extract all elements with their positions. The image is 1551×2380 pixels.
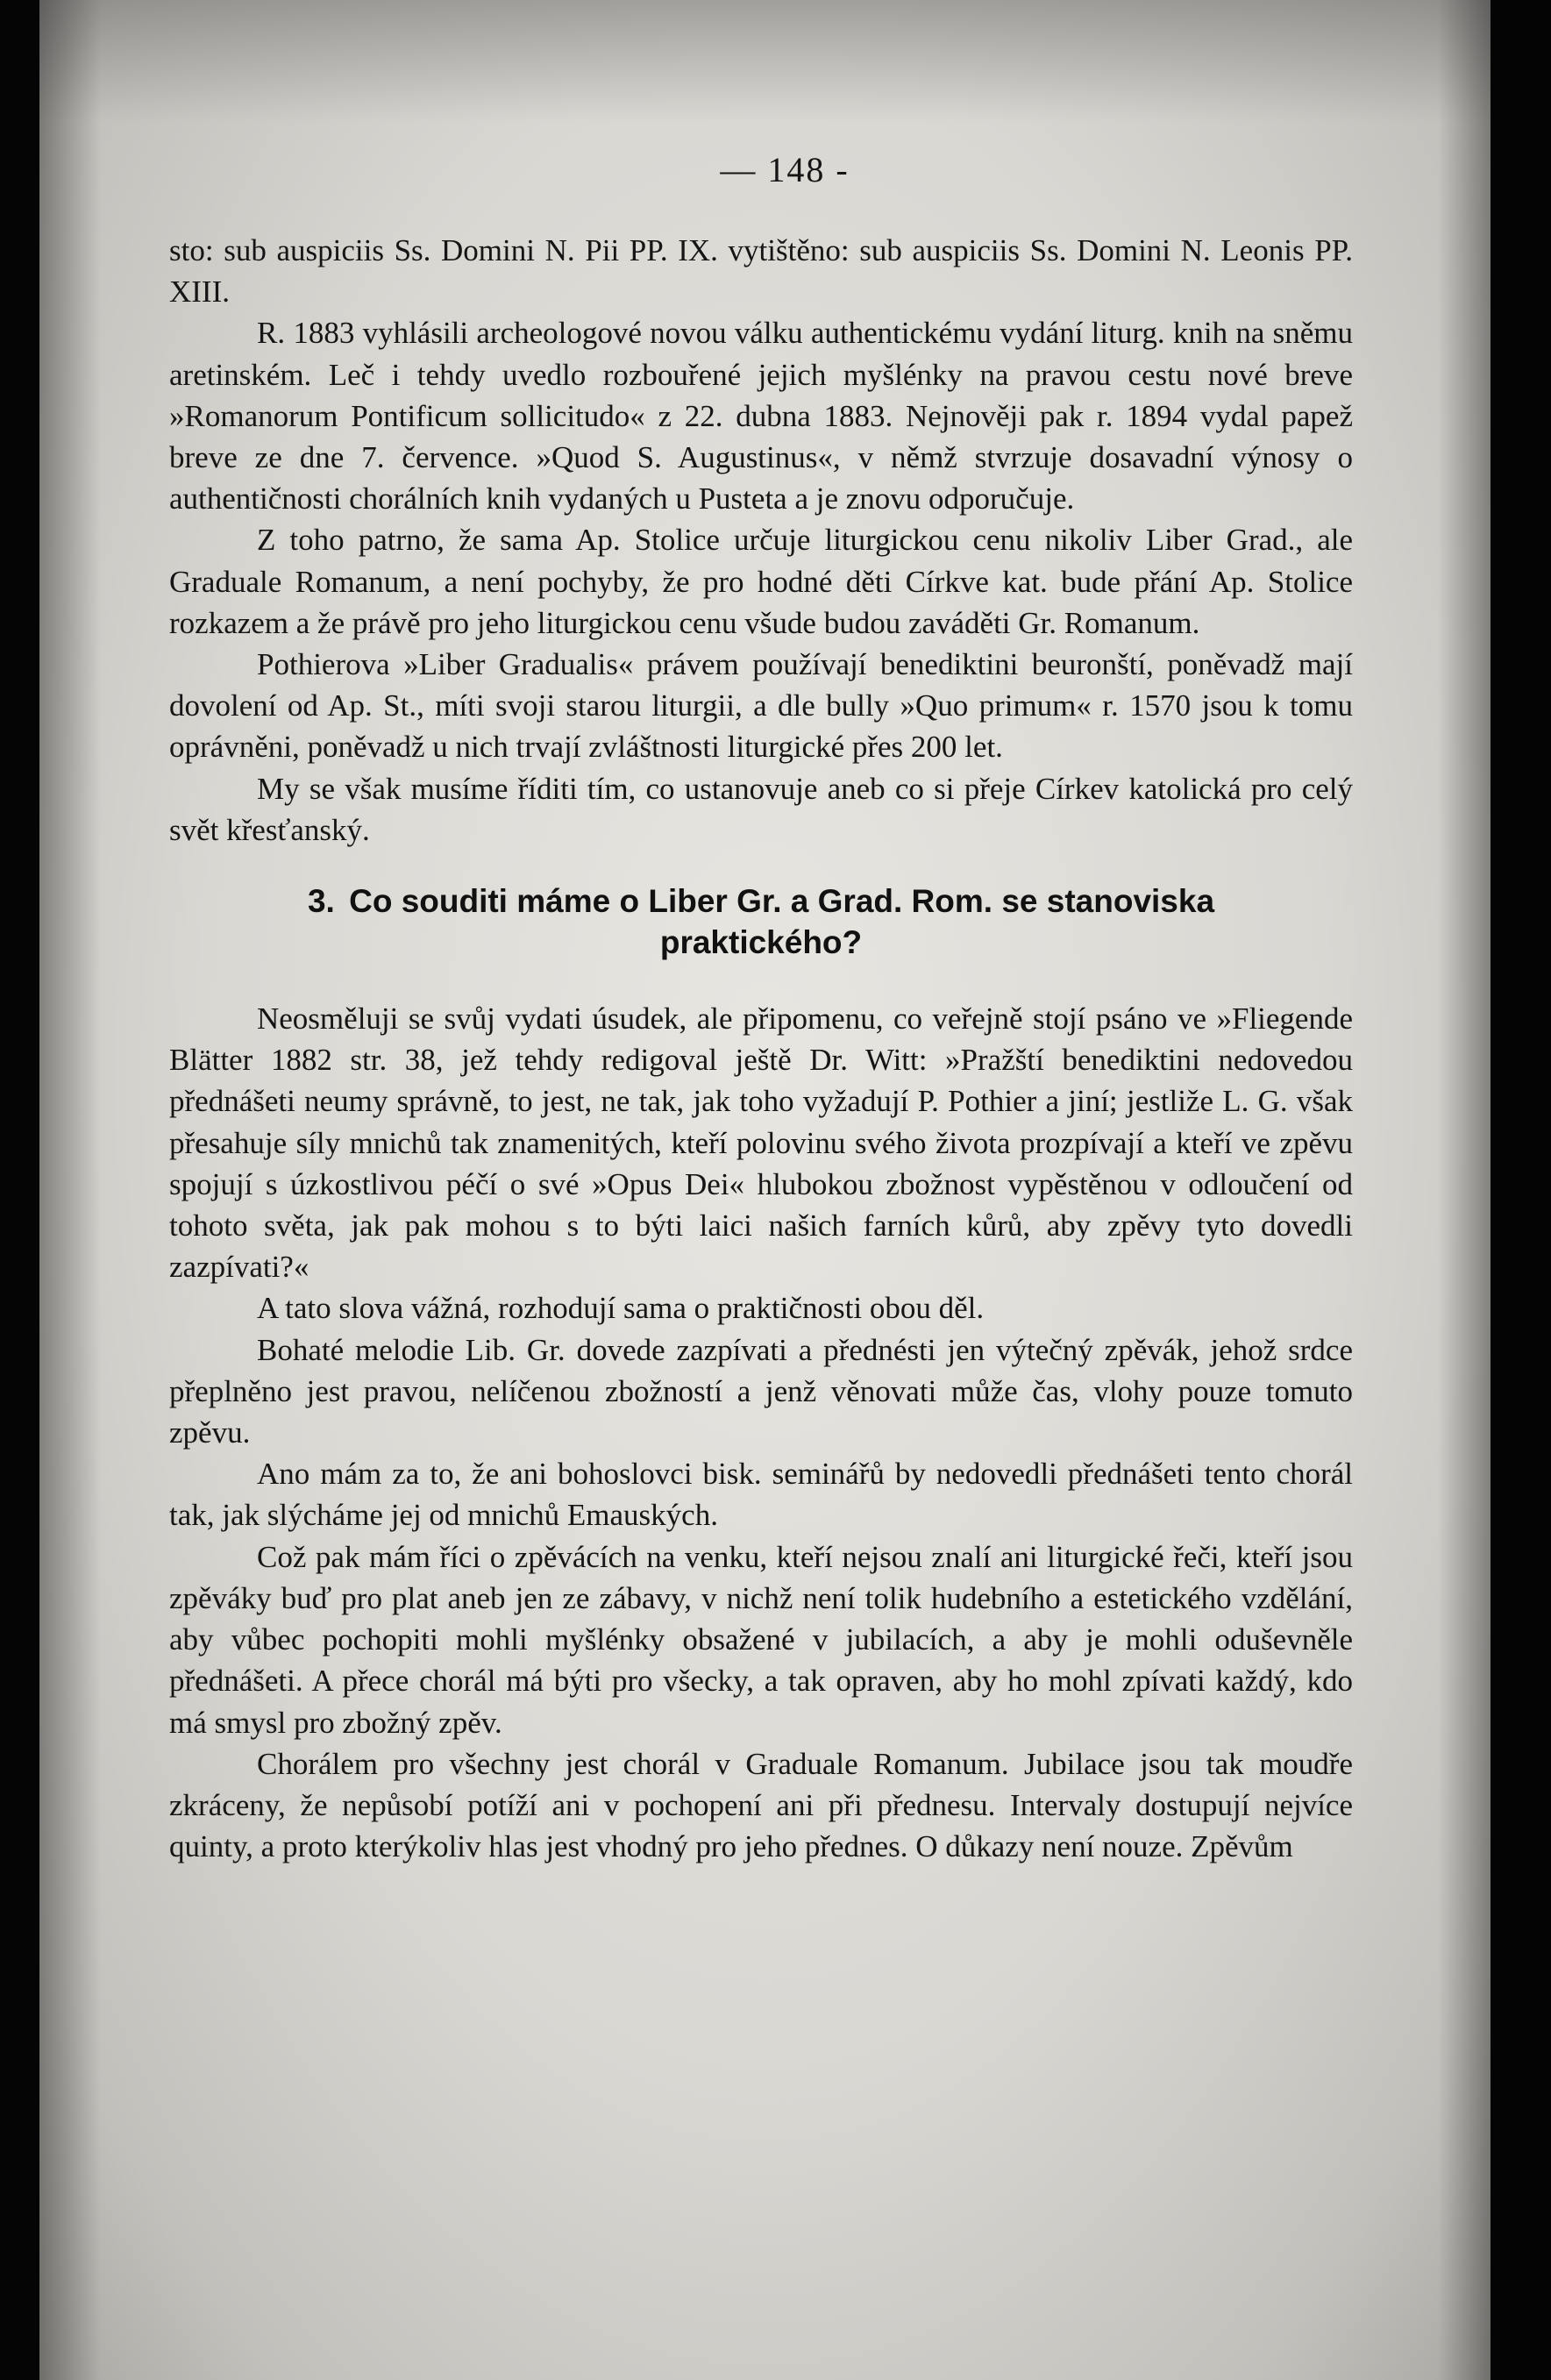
paragraph: R. 1883 vyhlásili archeologové novou válku authentickému vydání liturg. knih na sněmu aretinském. Leč i tehdy uvedlo rozbouřené jejich myšlénky na pravou cestu nové breve »Romanorum Pontificum sollicitudo« z 22. dubna 1883. Nejnověji pak r. 1894 vydal papež breve ze dne 7. července. »Quod S. Augustinus«, v němž stvrzuje dosavadní výnosy o authentičnosti chorálních knih vydaných u Pusteta a je znovu odporučuje. [169,316,1353,517]
section-heading [169,880,1353,963]
paragraph: Chorálem pro všechny jest chorál v Graduale Romanum. Jubilace jsou tak moudře zkráceny, že nepůsobí potíží ani v pochopení ani při přednesu. Intervaly dostupují nejvíce quinty, a proto kterýkoliv hlas jest vhodný pro jeho přednes. O důkazy není nouze. Zpěvům [169,1746,1353,1864]
paragraph: Což pak mám říci o zpěvácích na venku, kteří nejsou znalí ani liturgické řeči, kteří jsou zpěváky buď pro plat aneb jen ze zábavy, v nichž není tolik hudebního a estetického vzdělání, aby vůbec pochopiti mohli myšlénky obsažené v jubilacích, a aby je mohli oduševněle přednášeti. A přece chorál má býti pro všecky, a tak opraven, aby ho mohl zpívati každý, kdo má smysl pro zbožný zpěv. [169,1539,1353,1740]
paragraph: Ano mám za to, že ani bohoslovci bisk. seminářů by nedovedli přednášeti tento chorál tak, jak slýcháme jej od mnichů Emauských. [169,1457,1353,1533]
section-heading-text: Co souditi máme o Liber Gr. a Grad. Rom. se stanoviska praktického? [349,883,1215,961]
section-heading-number: 3. [307,883,335,920]
page-shadow-left [39,0,101,2380]
paragraph: Z toho patrno, že sama Ap. Stolice určuje liturgickou cenu nikoliv Liber Grad., ale Graduale Romanum, a není pochyby, že pro hodné děti Církve kat. bude přání Ap. Stolice rozkazem a že právě pro jeho liturgickou cenu všude budou zaváděti Gr. Romanum. [169,523,1353,640]
paragraph: Pothierova »Liber Gradualis« právem používají benediktini beuronští, poněvadž mají dovolení od Ap. St., míti svoji starou liturgii, a dle bully »Quo primum« r. 1570 jsou k tomu oprávněni, poněvadž u nich trvají zvláštnosti liturgické přes 200 let. [169,647,1353,765]
paragraph: A tato slova vážná, rozhodují sama o praktičnosti obou děl. [257,1291,985,1326]
paragraph: My se však musíme říditi tím, co ustanovuje aneb co si přeje Církev katolická pro celý svět křesťanský. [169,771,1353,847]
page-shadow-top [39,0,1491,123]
paragraph: Bohaté melodie Lib. Gr. dovede zazpívati a přednésti jen výtečný zpěvák, jehož srdce přeplněno jest pravou, nelíčenou zbožností a jenž věnovati může čas, vlohy pouze tomuto zpěvu. [169,1332,1353,1450]
page-shadow-right [1438,0,1491,2380]
page-body [169,230,1353,1867]
scan-border-left [0,0,39,2380]
scan-border-right [1491,0,1551,2380]
page-number: — 148 - [720,150,850,189]
paragraph: sto: sub auspiciis Ss. Domini N. Pii PP. IX. vytištěno: sub auspiciis Ss. Domini N. Leonis PP. XIII. [169,233,1353,310]
paragraph: Neosměluji se svůj vydati úsudek, ale připomenu, co veřejně stojí psáno ve »Fliegende Blätter 1882 str. 38, jež tehdy redigoval ještě Dr. Witt: »Pražští benediktini nedovedou přednášeti neumy správně, to jest, ne tak, jak toho vyžadují P. Pothier a jiní; jestliže L. G. však přesahuje síly mnichů tak znamenitých, kteří polovinu svého života prozpívají a kteří ve zpěvu spojují s úzkostlivou péčí o své »Opus Dei« hlubokou zbožnost vypěstěnou v odloučení od tohoto světa, jak pak mohou s to býti laici našich farních kůrů, aby zpěvy tyto dovedli zazpívati?« [169,1001,1353,1285]
